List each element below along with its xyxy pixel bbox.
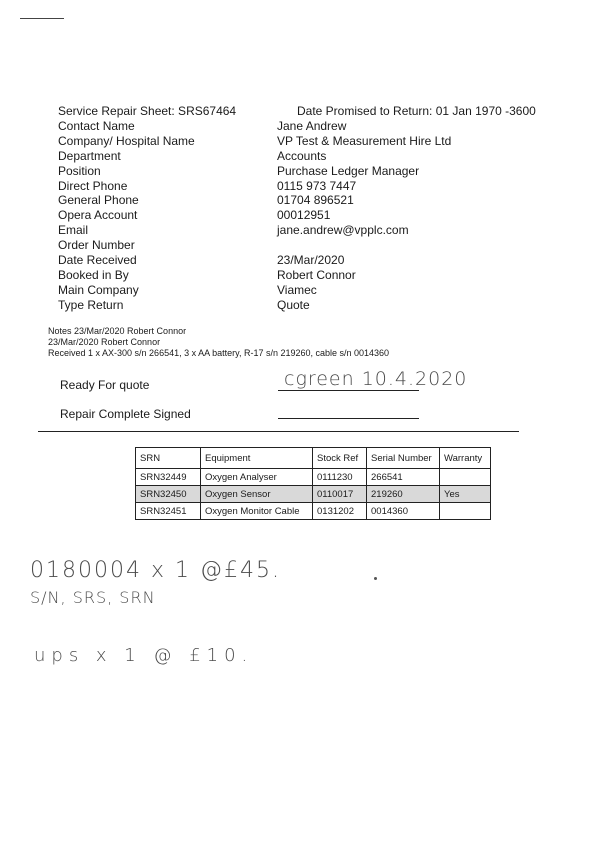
table-header-row bbox=[136, 448, 491, 469]
field-label: Contact Name bbox=[58, 119, 135, 133]
field-label: Position bbox=[58, 163, 101, 178]
complete-signature-line bbox=[278, 418, 419, 419]
cell-equipment: Oxygen Analyser bbox=[201, 469, 313, 486]
cell-equipment: Oxygen Sensor bbox=[201, 486, 313, 503]
column-header: Equipment bbox=[201, 448, 313, 469]
ready-for-quote-label: Ready For quote bbox=[60, 378, 150, 392]
cell-stock-ref: 0110017 bbox=[313, 486, 367, 503]
cell-equipment: Oxygen Monitor Cable bbox=[201, 503, 313, 520]
column-header: Warranty bbox=[440, 448, 491, 469]
ink-speck bbox=[374, 577, 377, 580]
top-margin-mark bbox=[20, 18, 64, 19]
field-value: 23/Mar/2020 bbox=[277, 253, 345, 268]
field-value: Viamec bbox=[277, 282, 317, 297]
cell-serial: 0014360 bbox=[367, 503, 440, 520]
field-value: VP Test & Measurement Hire Ltd bbox=[277, 133, 452, 148]
handwritten-note: ups x 1 @ £10. bbox=[34, 645, 254, 666]
field-value: 01704 896521 bbox=[277, 193, 354, 208]
field-value: Purchase Ledger Manager bbox=[277, 163, 420, 178]
field-label: Date Received bbox=[58, 253, 137, 268]
field-label: Booked in By bbox=[58, 267, 129, 282]
field-value: jane.andrew@vpplc.com bbox=[277, 223, 409, 238]
field-value: Jane Andrew bbox=[277, 119, 347, 133]
cell-warranty: Yes bbox=[440, 486, 491, 503]
cell-serial: 266541 bbox=[367, 469, 440, 486]
field-label: Direct Phone bbox=[58, 178, 128, 193]
notes-line: Notes 23/Mar/2020 Robert Connor bbox=[48, 326, 187, 336]
notes-line: 23/Mar/2020 Robert Connor bbox=[48, 337, 161, 347]
cell-serial: 219260 bbox=[367, 486, 440, 503]
field-label: Department bbox=[58, 148, 121, 163]
ready-signature-line bbox=[278, 390, 419, 391]
cell-stock-ref: 0131202 bbox=[313, 503, 367, 520]
promised-date: Date Promised to Return: 01 Jan 1970 -3600 bbox=[297, 104, 536, 118]
table-row bbox=[136, 486, 491, 503]
handwritten-note: S/N, SRS, SRN bbox=[30, 588, 156, 607]
column-header: Stock Ref bbox=[313, 448, 367, 469]
notes bbox=[48, 326, 389, 359]
field-label: Company/ Hospital Name bbox=[58, 133, 195, 148]
ready-signature: cgreen 10.4.2020 bbox=[284, 368, 468, 390]
field-value: Quote bbox=[277, 297, 310, 312]
cell-warranty bbox=[440, 503, 491, 520]
sheet-number: Service Repair Sheet: SRS67464 bbox=[58, 104, 237, 118]
notes-line: Received 1 x AX-300 s/n 266541, 3 x AA battery, R-17 s/n 219260, cable s/n 0014360 bbox=[48, 348, 390, 358]
cell-srn: SRN32450 bbox=[136, 486, 201, 503]
field-label: Order Number bbox=[58, 238, 135, 253]
field-label: Type Return bbox=[58, 297, 124, 312]
cell-srn: SRN32451 bbox=[136, 503, 201, 520]
field-label: Email bbox=[58, 223, 89, 238]
equipment-table bbox=[135, 447, 491, 520]
divider-rule bbox=[38, 431, 519, 432]
table-row bbox=[136, 469, 491, 486]
handwritten-note: 0180004 x 1 @£45. bbox=[30, 558, 281, 583]
column-header: SRN bbox=[136, 448, 201, 469]
field-label: Main Company bbox=[58, 282, 139, 297]
cell-stock-ref: 0111230 bbox=[313, 469, 367, 486]
repair-complete-label: Repair Complete Signed bbox=[60, 407, 191, 421]
field-value: Accounts bbox=[277, 148, 327, 163]
cell-warranty bbox=[440, 469, 491, 486]
field-value: Robert Connor bbox=[277, 267, 356, 282]
field-value: 0115 973 7447 bbox=[277, 178, 357, 193]
cell-srn: SRN32449 bbox=[136, 469, 201, 486]
field-value: 00012951 bbox=[277, 208, 331, 223]
table-row bbox=[136, 503, 491, 520]
field-label: Opera Account bbox=[58, 208, 138, 223]
field-label: General Phone bbox=[58, 193, 139, 208]
column-header: Serial Number bbox=[367, 448, 440, 469]
